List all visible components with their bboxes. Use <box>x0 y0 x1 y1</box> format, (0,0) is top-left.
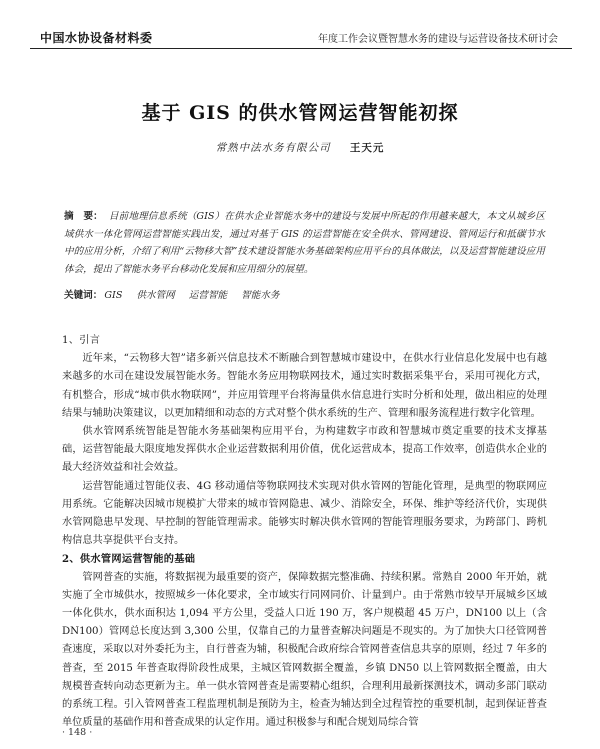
author-affiliation: 常熟中法水务有限公司 <box>215 142 331 154</box>
section-heading: 2、供水管网运营智能的基础 <box>62 553 196 566</box>
keywords <box>64 287 545 304</box>
journal-name: 中国水协设备材料委 <box>40 31 153 45</box>
abstract <box>64 208 545 278</box>
author-line <box>0 140 600 155</box>
author-name: 王天元 <box>349 142 385 154</box>
abstract-label: 摘 要： <box>64 211 103 222</box>
keywords-label: 关键词： <box>64 290 103 301</box>
conference-name: 年度工作会议暨智慧水务的建设与运营设备技术研讨会 <box>318 34 558 45</box>
paragraph: 供水管网系统智能是智能水务基础架构应用平台，为构建数字市政和智慧城市奠定重要的技术支撑基础，运营智能最大限度地发挥供水企业运营数据利用价值，优化运营成本，提高工作效率，创造供水企业的最大经济效益和社会效益。 <box>62 426 547 474</box>
running-header <box>30 28 572 49</box>
section-heading: 1、引言 <box>62 335 101 346</box>
page-number: · 148 · <box>62 727 93 738</box>
keyword: 运营智能 <box>188 290 228 301</box>
paragraph: 运营智能通过智能仪表、4G 移动通信等物联网技术实现对供水管网的智能化管理，是典型的物联网应用系统。它能解决因城市规模扩大带来的城市管网隐患、减少、消除安全，环保、维护等经济代价，实现供水管网隐患早发现、早控制的智能管理需求。能够实时解决供水管网的智能管理服务要求，为跨部门、跨机构信息共享提供平台支持。 <box>62 480 547 547</box>
section-intro <box>62 332 547 732</box>
keyword: GIS <box>104 290 123 301</box>
keyword: 供水管网 <box>136 290 175 301</box>
paragraph: 近年来，“云物移大智”诸多新兴信息技术不断融合到智慧城市建设中，在供水行业信息化发展中也有越来越多的水司在建设发展智能水务。智能水务应用物联网技术，通过实时数据采集平台，采用可视化方式，有机整合，形成“城市供水物联网”，并应用管理平台将海量供水信息进行实时分析和处理，做出相应的处理结果与辅助决策建议，以更加精细和动态的方式对整个供水系统的生产、管理和服务流程进行数字化管理。 <box>62 353 547 419</box>
paper-title: 基于 GIS 的供水管网运营智能初探 <box>141 102 459 124</box>
abstract-text: 目前地理信息系统（GIS）在供水企业智能水务中的建设与发展中所起的作用越来越大，本文从城乡区域供水一体化管网运营智能实践出发，通过对基于 GIS 的运营智能在安全供水、管网建设、管网运行和抵碳节水中的应用分析，介绍了利用“云物移大智”技术建设智能水务基础架构应用平台的具体做法，以及运营智能建设应用体会，提出了智能水务平台移动化发展和应用细分的展望。 <box>64 211 546 275</box>
paragraph: 管网普查的实施，将数据视为最重要的资产，保障数据完整准确、持续积累。常熟自 2000 年开始，就实施了全市城供水，按照城乡一体化要求，全市域实行同网同价、计量到户。由于常熟市较早开展城乡区域一体化供水，供水面积达 1,094 平方公里，受益人口近 190 万，客户规模超 45 万户，DN100 以上（含 DN100）管网总长度达到 3,300 公里，仅靠自己的力量普查解决问题是不现实的。为了加快大口径管网普查速度，采取以对外委托为主，自行普查为辅，积极配合政府综合管网普查信息共享的原则，经过 7 年多的普查，至 2015 年普查取得阶段性成果，主城区管网数据全覆盖，乡镇 DN50 以上管网数据全覆盖，由大规模普查转向动态更新为主。单一供水管网普查是需要精心组织，合理利用最新探测技术，调动多部门联动的系统工程。引入管网普查工程监理机制是预防为主，检查为辅达到全过程管控的重要机制，起到保证普查单位质量的基础作用和普查成果的认定作用。通过积极参与和配合规划局综合管 <box>62 571 547 729</box>
keyword: 智能水务 <box>241 290 280 301</box>
